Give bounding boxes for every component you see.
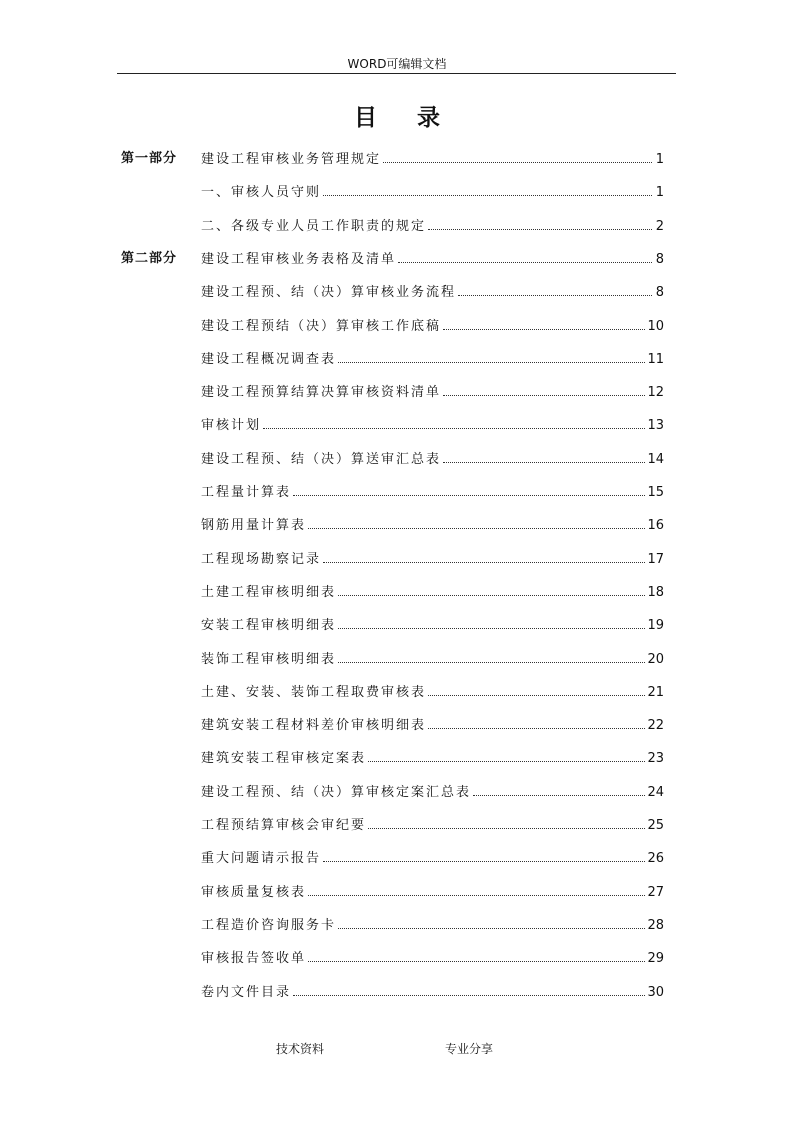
toc-entry-title: 土建工程审核明细表 [201,584,337,600]
dot-leader [458,282,652,296]
toc-entry-title: 钢筋用量计算表 [201,518,307,534]
toc-entry-page: 1 [655,152,664,167]
toc-entry-title: 工程量计算表 [201,485,292,500]
toc-entry-title: 建设工程预结（决）算审核工作底稿 [201,318,442,334]
toc-entry[interactable] [201,282,664,303]
dot-leader [308,515,645,529]
toc-entry[interactable] [201,649,664,670]
toc-entry-page: 13 [647,418,664,434]
toc-entry[interactable] [201,715,664,736]
toc-entry[interactable] [201,216,664,237]
toc-entry[interactable] [201,582,664,603]
toc-entry-page: 24 [647,784,664,800]
toc-entry-page: 1 [655,185,664,201]
toc-entry-title: 卷内文件目录 [201,984,292,1000]
toc-entry-title: 建设工程预、结（决）算审核定案汇总表 [201,784,472,800]
dot-leader [398,249,652,263]
toc-entry[interactable] [201,848,664,869]
toc-entry-page: 28 [647,917,664,933]
toc-entry-page: 25 [647,818,664,833]
toc-entry-page: 27 [647,884,664,900]
toc-entry[interactable] [201,482,664,503]
dot-leader [323,182,652,196]
toc-entry[interactable] [201,349,664,370]
dot-leader [338,349,645,363]
toc-entry-title: 工程预结算审核会审纪要 [201,818,367,833]
dot-leader [443,382,645,396]
dot-leader [443,316,645,330]
toc-entry[interactable] [201,249,664,270]
toc-entry[interactable] [201,515,664,536]
dot-leader [293,482,645,496]
toc-entry-page: 22 [647,718,664,734]
toc-entry[interactable] [201,549,664,570]
toc-title [0,103,794,133]
toc-entry[interactable] [201,982,664,1003]
dot-leader [323,848,645,862]
toc-entry-page: 10 [647,318,664,334]
toc-entry-page: 19 [647,618,664,634]
toc-entry[interactable] [201,815,664,836]
dot-leader [473,782,645,796]
toc-entry-title: 土建、安装、装饰工程取费审核表 [201,684,427,700]
toc-entry-title: 建设工程预算结算决算审核资料清单 [201,385,442,401]
toc-entry-title: 建筑安装工程材料差价审核明细表 [201,718,427,734]
toc-entry[interactable] [201,149,664,170]
dot-leader [338,615,645,629]
toc-entry-title: 建设工程预、结（决）算送审汇总表 [201,451,442,467]
toc-entry[interactable] [201,948,664,969]
toc-entry-title: 建筑安装工程审核定案表 [201,751,367,767]
toc-entry-title: 审核质量复核表 [201,884,307,900]
toc-title-left: 目 [354,104,377,131]
toc-entry-title: 装饰工程审核明细表 [201,651,337,667]
toc-entry-page: 21 [647,684,664,700]
toc-entry-page: 17 [647,551,664,567]
dot-leader [338,915,645,929]
dot-leader [338,582,645,596]
toc-entry[interactable] [201,748,664,769]
dot-leader [293,982,645,996]
toc-entry-title: 重大问题请示报告 [201,851,322,867]
toc-entry[interactable] [201,415,664,436]
toc-entry-title: 建设工程预、结（决）算审核业务流程 [201,285,457,301]
toc-entry-title: 二、各级专业人员工作职责的规定 [201,218,427,234]
dot-leader [428,682,645,696]
toc-entry-title: 审核报告签收单 [201,951,307,967]
dot-leader [383,149,652,163]
dot-leader [443,449,645,463]
toc-entry-title: 建设工程审核业务表格及清单 [201,251,397,267]
dot-leader [308,882,645,896]
toc-entry-title: 建设工程审核业务管理规定 [201,152,382,167]
toc-entry-title: 建设工程概况调查表 [201,351,337,367]
toc-entry-page: 2 [655,218,664,234]
toc-entry[interactable] [201,316,664,337]
toc-entry-title: 审核计划 [201,418,262,434]
toc-entry-page: 30 [647,984,664,1000]
dot-leader [308,948,645,962]
toc-entry-page: 18 [647,584,664,600]
toc-entry[interactable] [201,782,664,803]
toc-entry-page: 14 [647,451,664,467]
dot-leader [338,649,645,663]
toc-entry-page: 8 [655,251,664,267]
footer-left: 技术资料 [276,1042,325,1056]
page-header: WORD可编辑文档 [347,57,447,71]
toc-entry-title: 安装工程审核明细表 [201,618,337,634]
toc-entry-title: 一、审核人员守则 [201,185,322,201]
toc-entry[interactable] [201,182,664,203]
part-label: 第一部分 [121,151,178,166]
toc-entry-page: 23 [647,751,664,767]
toc-entry[interactable] [201,882,664,903]
toc-entry-page: 11 [647,351,664,367]
toc-entry[interactable] [201,382,664,403]
dot-leader [368,748,645,762]
toc-entry[interactable] [201,682,664,703]
dot-leader [428,715,645,729]
dot-leader [428,216,652,230]
part-label: 第二部分 [121,250,178,266]
toc-entry-page: 26 [647,851,664,867]
toc-entry-page: 20 [647,651,664,667]
toc-entry[interactable] [201,915,664,936]
toc-entry-page: 29 [647,951,664,967]
toc-entry-title: 工程现场勘察记录 [201,551,322,567]
toc-entry-page: 8 [655,285,664,301]
toc-entry-page: 12 [647,385,664,401]
toc-entry[interactable] [201,615,664,636]
footer-right: 专业分享 [445,1042,494,1056]
toc-entry-page: 16 [647,518,664,534]
toc-entry-page: 15 [647,485,664,500]
toc-title-right: 录 [417,104,440,131]
dot-leader [323,549,645,563]
dot-leader [368,815,645,829]
toc-entry-title: 工程造价咨询服务卡 [201,917,337,933]
header-rule [117,73,676,74]
toc-entry[interactable] [201,449,664,470]
dot-leader [263,415,645,429]
